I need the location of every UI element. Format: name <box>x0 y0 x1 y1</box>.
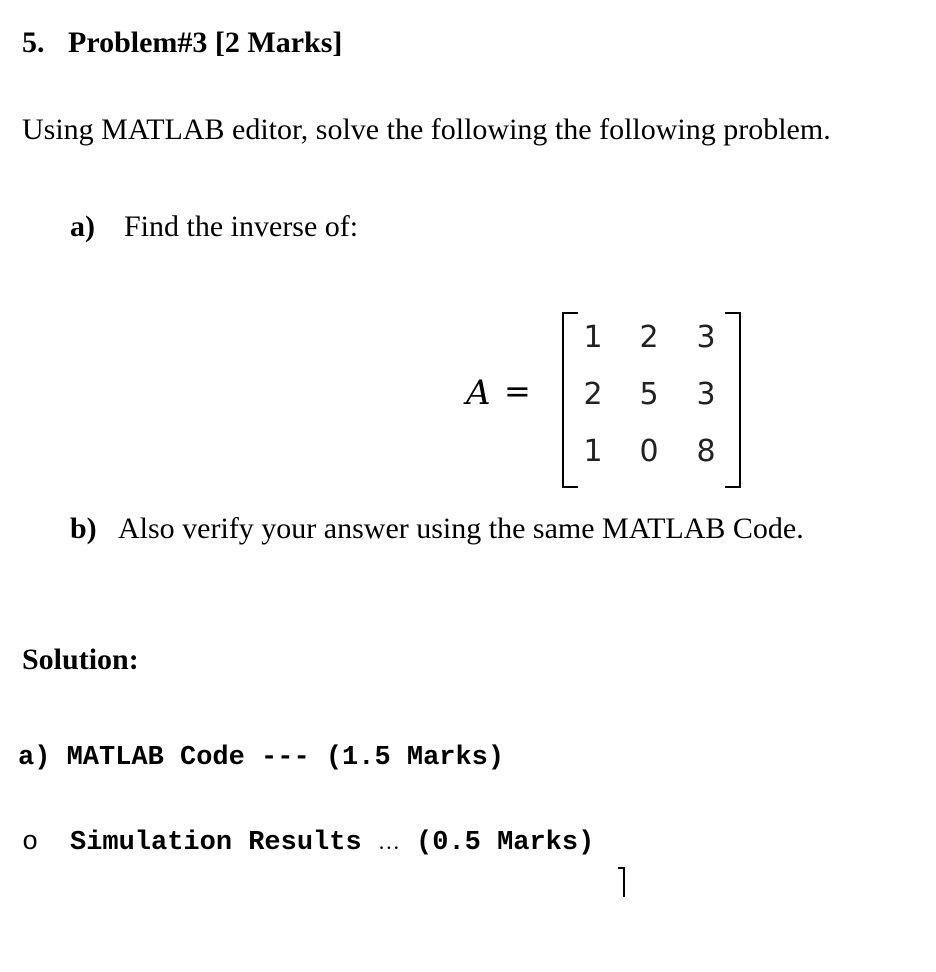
matrix-cell-r2c2: 5 <box>639 377 659 412</box>
problem-intro: Using MATLAB editor, solve the following the following problem. <box>22 113 831 146</box>
matrix-cell-r3c3: 8 <box>696 434 716 469</box>
bullet-icon: o <box>22 828 39 858</box>
problem-number: 5. <box>22 26 45 59</box>
matrix-cell-r1c3: 3 <box>696 320 716 355</box>
simulation-results-marks: (0.5 Marks) <box>399 828 595 858</box>
matrix-cell-r2c1: 2 <box>583 377 603 412</box>
item-b-marker: b) <box>70 512 97 545</box>
matrix-right-bracket <box>725 312 741 488</box>
simulation-results-line <box>22 828 594 858</box>
matrix-variable: A <box>466 373 491 413</box>
item-a <box>70 210 358 244</box>
problem-heading <box>22 26 342 60</box>
item-a-text: Find the inverse of: <box>124 210 359 243</box>
item-b <box>70 512 804 546</box>
item-a-marker: a) <box>70 210 95 243</box>
simulation-results-ellipsis: … <box>377 829 400 854</box>
matrix-cell-r2c3: 3 <box>696 377 716 412</box>
matrix-equals-sign: = <box>504 372 531 410</box>
matrix-left-bracket <box>562 312 578 488</box>
solution-label: Solution: <box>22 643 139 676</box>
matlab-code-line: a) MATLAB Code --- (1.5 Marks) <box>18 743 505 773</box>
simulation-results-label: Simulation Results <box>70 828 378 858</box>
item-b-text: Also verify your answer using the same MATLAB Code. <box>118 512 804 545</box>
matrix-cell-r3c1: 1 <box>583 434 603 469</box>
text-cursor-icon <box>623 867 625 897</box>
problem-title: Problem#3 [2 Marks] <box>68 26 343 59</box>
matrix-cell-r3c2: 0 <box>639 434 659 469</box>
matrix-cell-r1c2: 2 <box>639 320 659 355</box>
matrix-cell-r1c1: 1 <box>583 320 603 355</box>
